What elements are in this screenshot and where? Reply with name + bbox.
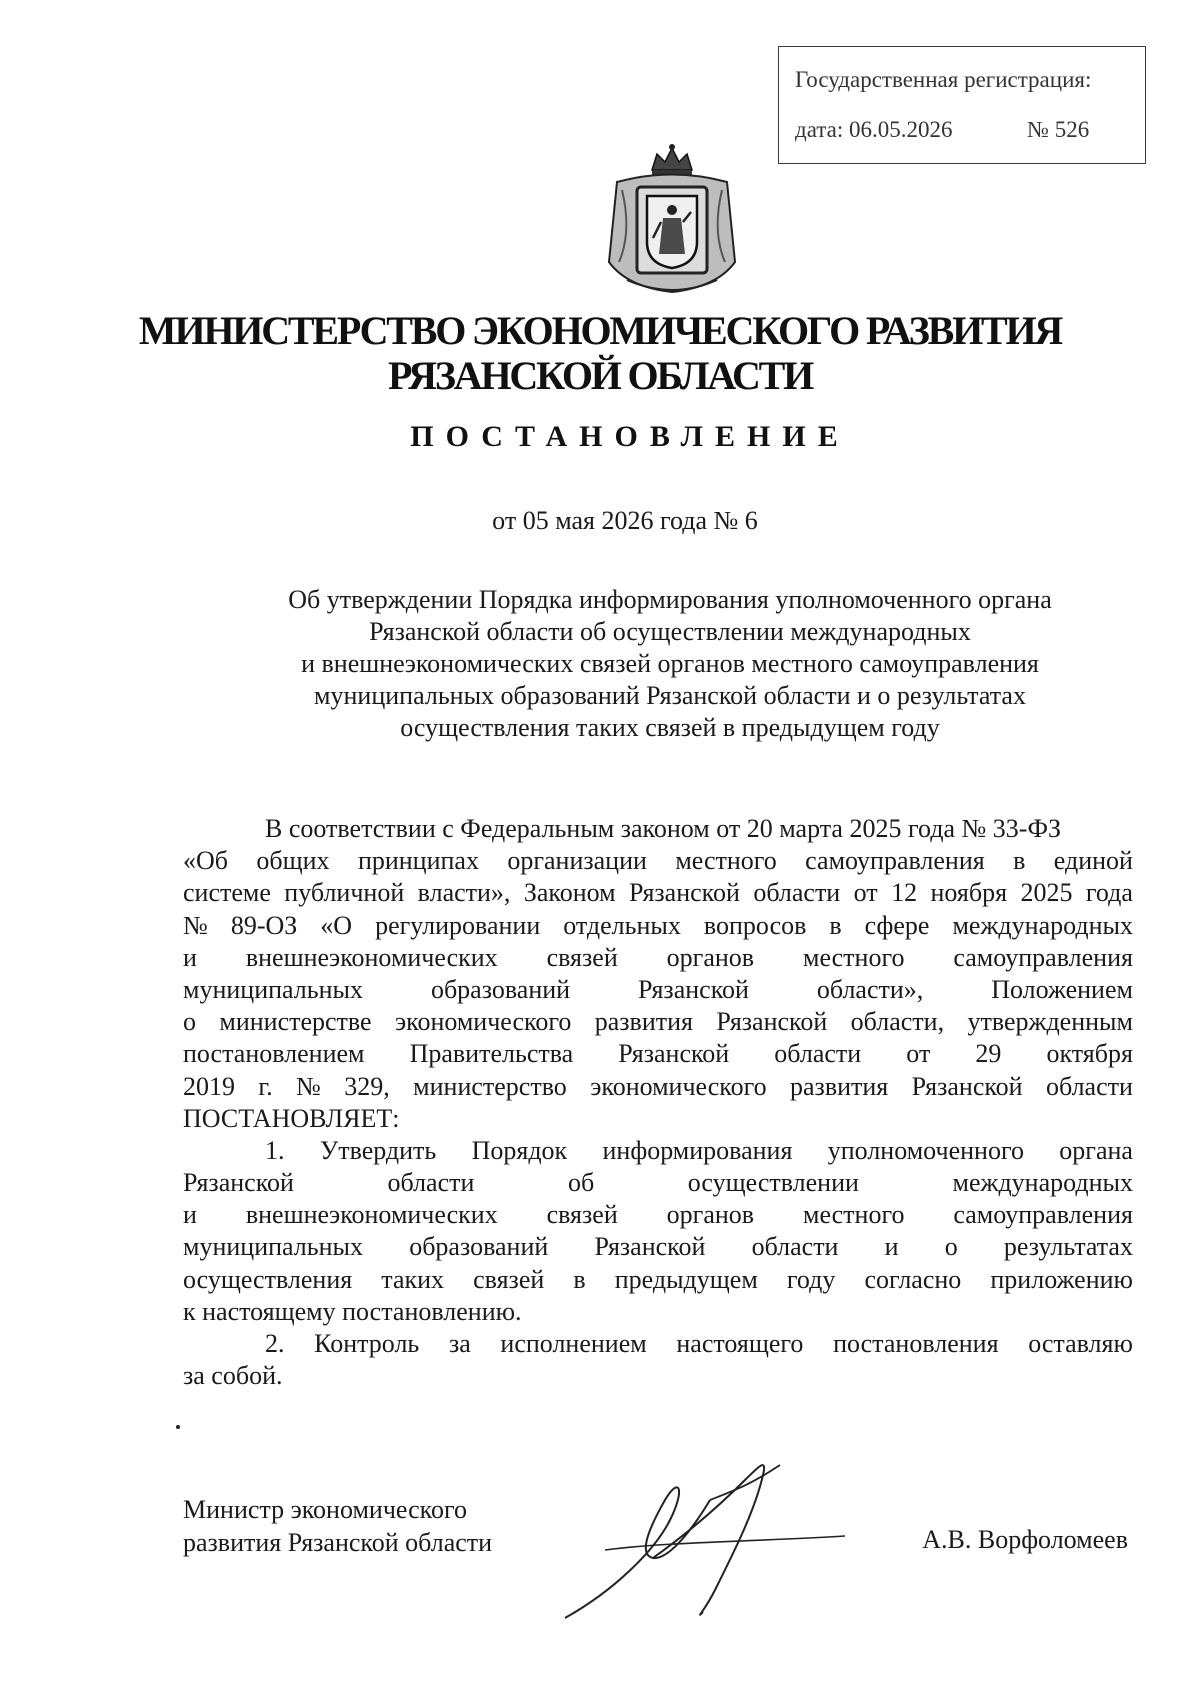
word: в xyxy=(829,910,842,940)
word: образований xyxy=(409,1232,549,1262)
word: 2025 xyxy=(1020,878,1073,908)
word: году xyxy=(786,1264,836,1294)
word: регулировании xyxy=(375,910,541,940)
word: связей xyxy=(546,1200,618,1230)
item1-line: к настоящему постановлению. xyxy=(183,1296,522,1326)
preamble-line xyxy=(183,1038,1133,1070)
word: таких xyxy=(381,1264,445,1294)
subject-line: и внешнеэкономических связей органов местного самоуправления xyxy=(301,649,1039,678)
registration-stamp xyxy=(778,46,1146,164)
word: органов xyxy=(666,942,755,972)
word: публичной xyxy=(284,878,405,908)
word: министерстве xyxy=(219,1007,372,1037)
coat-of-arms-icon xyxy=(597,142,747,302)
word: организации xyxy=(507,846,647,876)
word: «О xyxy=(320,910,353,940)
word: системе xyxy=(183,878,271,908)
word: постановлением xyxy=(183,1039,365,1069)
word: Положением xyxy=(991,974,1133,1004)
word: в xyxy=(573,1264,586,1294)
word: самоуправления xyxy=(953,1200,1133,1230)
handwritten-signature xyxy=(545,1440,905,1640)
item1-line xyxy=(183,1167,1133,1199)
word: связей xyxy=(473,1264,545,1294)
word: отдельных xyxy=(563,910,681,940)
word: Рязанской xyxy=(638,974,749,1004)
item1-line xyxy=(183,1199,1133,1231)
word: предыдущем xyxy=(614,1264,758,1294)
word: образований xyxy=(430,974,571,1004)
preamble-line xyxy=(183,1006,1133,1038)
word: самоуправления xyxy=(953,942,1133,972)
word: министерство xyxy=(413,1071,567,1101)
document-date-number: от 05 мая 2026 года № 6 xyxy=(492,506,758,535)
word: о xyxy=(944,1232,958,1262)
word: за xyxy=(448,1329,471,1358)
word: г. xyxy=(258,1071,273,1101)
preamble-line xyxy=(183,845,1133,877)
word: об xyxy=(567,1168,595,1198)
word: 29 xyxy=(975,1039,1002,1069)
word: 89-ОЗ xyxy=(230,910,298,940)
word: общих xyxy=(256,846,330,876)
word: уполномоченного xyxy=(827,1135,1024,1165)
word: местного xyxy=(675,846,777,876)
word: 2019 xyxy=(183,1071,235,1101)
registration-date: дата: 06.05.2026 xyxy=(795,117,953,142)
word: результатах xyxy=(1003,1232,1133,1262)
word: внешнеэкономических xyxy=(245,942,498,972)
word: органов xyxy=(666,1200,755,1230)
word: Рязанской xyxy=(594,1232,706,1262)
word: области xyxy=(751,1232,839,1262)
word: развития xyxy=(790,1071,889,1101)
word: 2. xyxy=(265,1329,285,1358)
word: исполнением xyxy=(500,1329,647,1358)
word: развития xyxy=(594,1007,693,1037)
word: согласно xyxy=(864,1264,962,1294)
word: Правительства xyxy=(409,1039,574,1069)
word: оставляю xyxy=(1028,1329,1133,1358)
word: Рязанской xyxy=(618,1039,730,1069)
item2-line: за собой. xyxy=(183,1361,283,1391)
item1-line xyxy=(183,1135,1133,1167)
subject-line: Рязанской области об осуществлении международных xyxy=(369,617,971,646)
word: области, xyxy=(850,1007,945,1037)
word: муниципальных xyxy=(183,1232,364,1262)
signer-position xyxy=(183,1493,492,1559)
word: приложению xyxy=(990,1264,1133,1294)
preamble-line xyxy=(183,942,1133,974)
word: информирования xyxy=(602,1135,793,1165)
word: в xyxy=(1013,846,1026,876)
word: № xyxy=(183,910,208,940)
preamble-line xyxy=(183,974,1133,1006)
word: Утвердить xyxy=(319,1135,437,1165)
item2-line xyxy=(183,1328,1133,1360)
stray-dot xyxy=(176,1425,180,1429)
word: Контроль xyxy=(314,1329,420,1358)
preamble-decree-word: ПОСТАНОВЛЯЕТ: xyxy=(183,1103,400,1133)
word: от xyxy=(906,1039,931,1069)
word: осуществлении xyxy=(687,1168,859,1198)
signer-position-line1: Министр экономического xyxy=(183,1495,467,1524)
word: местного xyxy=(803,942,905,972)
ministry-name-line1: МИНИСТЕРСТВО ЭКОНОМИЧЕСКОГО РАЗВИТИЯ xyxy=(138,308,1062,353)
word: области xyxy=(774,1039,862,1069)
word: постановления xyxy=(833,1329,999,1358)
word: области xyxy=(1046,1071,1133,1101)
word: о xyxy=(183,1007,196,1037)
word: сфере xyxy=(864,910,930,940)
word: области», xyxy=(816,974,924,1004)
registration-title: Государственная регистрация: xyxy=(795,67,1092,92)
word: Порядок xyxy=(471,1135,568,1165)
word: и xyxy=(183,1200,197,1230)
word: местного xyxy=(803,1200,905,1230)
word: единой xyxy=(1053,846,1133,876)
signer-name: А.В. Ворфоломеев xyxy=(922,1525,1128,1554)
item1-line xyxy=(183,1264,1133,1296)
ministry-name-line2: РЯЗАНСКОЙ ОБЛАСТИ xyxy=(387,353,813,398)
word: № xyxy=(296,1071,321,1101)
preamble-line xyxy=(183,1071,1133,1103)
registration-number: № 526 xyxy=(1027,117,1090,142)
word: международных xyxy=(952,1168,1133,1198)
subject-line: муниципальных образований Рязанской области и о результатах xyxy=(314,681,1026,710)
word: области xyxy=(387,1168,475,1198)
word: вопросов xyxy=(703,910,807,940)
preamble-line: В соответствии с Федеральным законом от 20 марта 2025 года № 33-ФЗ xyxy=(265,814,1062,843)
word: и xyxy=(884,1232,899,1262)
word: внешнеэкономических xyxy=(245,1200,498,1230)
word: Рязанской xyxy=(911,1071,1023,1101)
word: Законом xyxy=(523,878,616,908)
word: области xyxy=(753,878,841,908)
document-subject xyxy=(200,584,1140,744)
word: экономического xyxy=(394,1007,572,1037)
word: связей xyxy=(546,942,618,972)
word: муниципальных xyxy=(183,974,364,1004)
word: экономического xyxy=(590,1071,767,1101)
document-body xyxy=(183,813,1133,1392)
preamble-line xyxy=(183,910,1133,942)
word: власти», xyxy=(417,878,511,908)
word: органа xyxy=(1059,1135,1133,1165)
word: осуществления xyxy=(183,1264,353,1294)
signer-position-line2: развития Рязанской области xyxy=(183,1528,493,1557)
word: самоуправления xyxy=(805,846,985,876)
word: утвержденным xyxy=(967,1007,1133,1037)
word: 1. xyxy=(265,1135,285,1165)
word: 329, xyxy=(344,1071,390,1101)
word: «Об xyxy=(183,846,229,876)
preamble-line xyxy=(183,877,1133,909)
item1-line xyxy=(183,1231,1133,1263)
word: Рязанской xyxy=(716,1007,828,1037)
word: октября xyxy=(1046,1039,1133,1069)
subject-line: Об утверждении Порядка информирования уполномоченного органа xyxy=(288,585,1052,614)
word: международных xyxy=(952,910,1133,940)
word: 12 xyxy=(891,878,918,908)
word: ноября xyxy=(930,878,1008,908)
subject-line: осуществления таких связей в предыдущем году xyxy=(400,713,940,742)
word: года xyxy=(1085,878,1133,908)
word: от xyxy=(853,878,878,908)
word: Рязанской xyxy=(183,1168,294,1198)
word: и xyxy=(183,942,197,972)
word: Рязанской xyxy=(628,878,740,908)
word: настоящего xyxy=(676,1329,804,1358)
word: принципах xyxy=(357,846,479,876)
document-type: ПОСТАНОВЛЕНИЕ xyxy=(410,420,850,453)
